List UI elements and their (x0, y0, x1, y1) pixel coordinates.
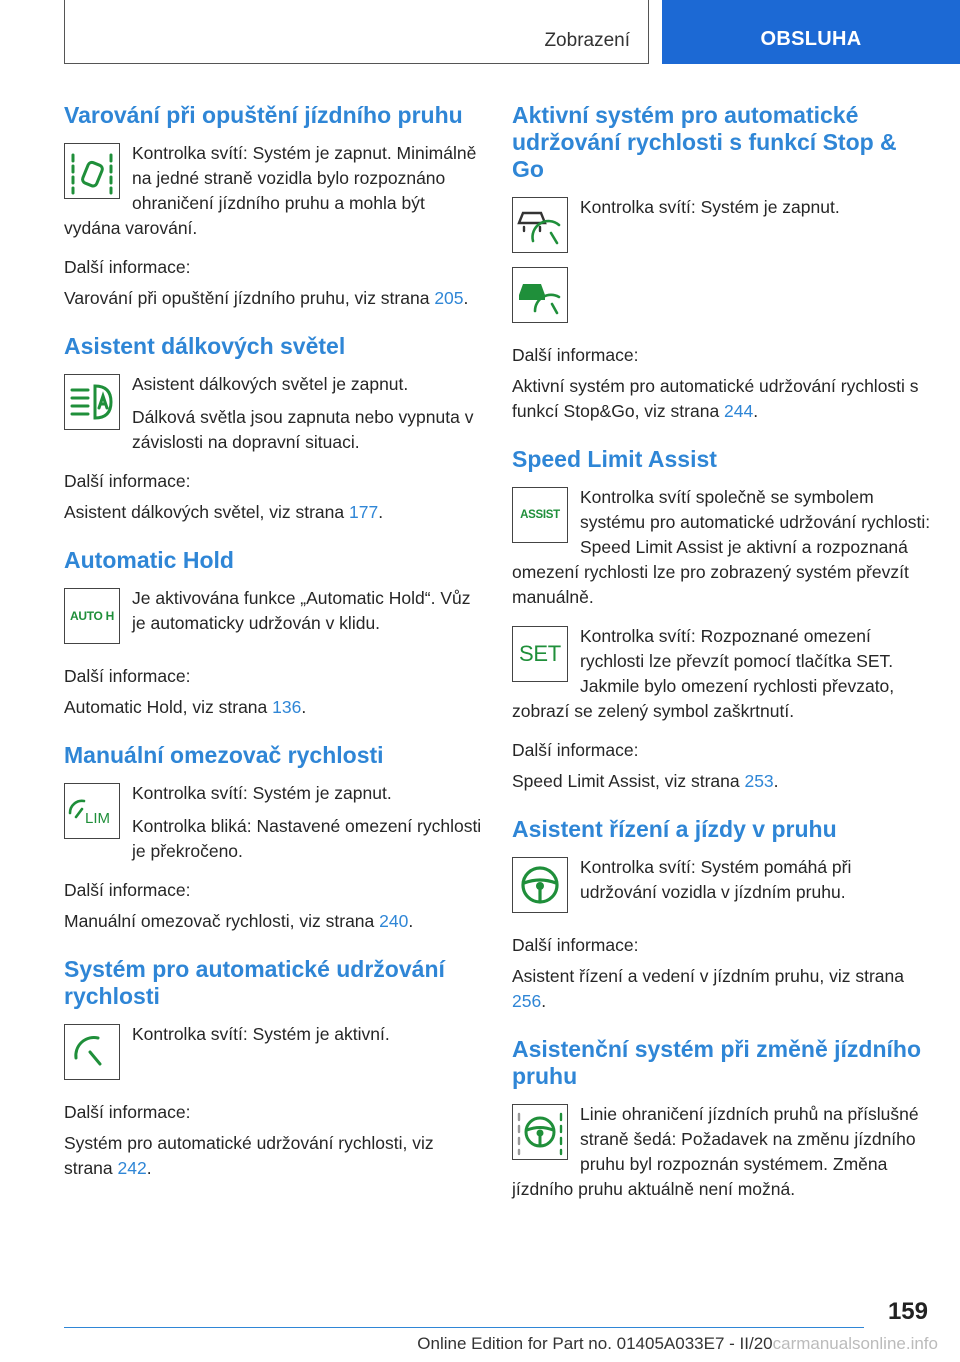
more-info-label: Další informace: (64, 880, 191, 900)
lane-departure-icon (64, 143, 120, 199)
indicator-text: Asistent dálkových světel je zapnut. (132, 374, 409, 394)
reference: Manuální omezovač rychlosti, viz strana 240. (64, 911, 414, 931)
more-info-label: Další informace: (64, 666, 191, 686)
page-link[interactable]: 242 (117, 1158, 147, 1178)
reference: Aktivní systém pro automatické udržování rychlosti s funkcí Stop&Go, viz strana 244. (512, 376, 919, 421)
indicator-entry (64, 586, 484, 650)
section-speed-limit-assist (512, 446, 932, 794)
section-title: Aktivní systém pro automatické udržování rychlosti s funkcí Stop & Go (512, 102, 897, 182)
reference: Asistent řízení a vedení v jízdním pruhu, viz strana 256. (512, 966, 904, 1011)
high-beam-assistant-icon (64, 374, 120, 430)
indicator-text: Linie ohraničení jízdních pruhů na příslušné straně šedá: Požadavek na změnu jízdního pruhu byl rozpoznán systémem. Změna jízdního pruhu aktuálně není možná. (512, 1104, 919, 1199)
indicator-entry (64, 372, 484, 455)
indicator-text: Kontrolka svítí: Systém je zapnut. (132, 783, 392, 803)
more-info-label: Další informace: (512, 345, 639, 365)
section-cruise-control (64, 956, 484, 1181)
indicator-entry (512, 485, 932, 610)
header-chapter-label: OBSLUHA (760, 28, 862, 50)
indicator-text: Kontrolka svítí společně se symbolem systému pro automatické udržování rychlosti: Speed Limit Assist je aktivní a rozpoznaná omezení rychlosti lze pro zobrazený systém převzít manuálně. (512, 487, 931, 607)
indicator-text: Kontrolka svítí: Systém je zapnut. (580, 197, 840, 217)
indicator-entry (512, 1102, 932, 1202)
indicator-text-2: Dálková světla jsou zapnuta nebo vypnuta v závislosti na dopravní situaci. (132, 407, 474, 452)
indicator-text: Kontrolka svítí: Systém je aktivní. (132, 1024, 390, 1044)
indicator-text: Je aktivována funkce „Automatic Hold“. Vůz je automaticky udržován v klidu. (132, 588, 471, 633)
section-title: Manuální omezovač rychlosti (64, 742, 384, 768)
section-title: Automatic Hold (64, 547, 234, 573)
more-info-label: Další informace: (64, 471, 191, 491)
indicator-entry (64, 1022, 484, 1086)
reference: Speed Limit Assist, viz strana 253. (512, 771, 779, 791)
indicator-entry (512, 855, 932, 919)
indicator-entry (512, 195, 932, 259)
section-lane-departure (64, 102, 484, 311)
page-link[interactable]: 177 (348, 502, 379, 522)
section-high-beam-assistant (64, 333, 484, 525)
page-link[interactable]: 205 (434, 288, 464, 308)
reference: Asistent dálkových světel, viz strana 177. (64, 502, 384, 522)
footer-text (417, 1334, 938, 1354)
steering-assistant-icon (512, 857, 568, 913)
indicator-entry (512, 265, 932, 329)
page-link[interactable]: 244 (724, 401, 754, 421)
indicator-entry (512, 624, 932, 724)
section-speed-limiter (64, 742, 484, 934)
page-link[interactable]: 240 (379, 911, 409, 931)
page-link[interactable]: 253 (744, 771, 774, 791)
page-link[interactable]: 136 (272, 697, 302, 717)
footer-divider (64, 1327, 864, 1328)
page-link[interactable]: 256 (512, 991, 542, 1011)
lane-change-assistant-icon (512, 1104, 568, 1160)
more-info-label: Další informace: (512, 740, 639, 760)
acc-vehicle-detected-icon (512, 267, 568, 323)
indicator-text: Kontrolka svítí: Rozpoznané omezení rychlosti lze převzít pomocí tlačítka SET. Jakmile bylo omezení rychlosti převzato, zobrazí se zelený symbol zaškrtnutí. (512, 626, 895, 721)
section-title: Speed Limit Assist (512, 446, 717, 472)
section-title: Systém pro automatické udržování rychlosti (64, 956, 445, 1009)
section-title: Asistent řízení a jízdy v pruhu (512, 816, 837, 842)
section-title: Varování při opuštění jízdního pruhu (64, 102, 463, 128)
right-column (512, 102, 932, 1224)
speed-limiter-icon-label: LIM (85, 810, 111, 827)
header-section-title: Zobrazení (544, 30, 630, 51)
section-steering-assistant (512, 816, 932, 1014)
more-info-label: Další informace: (64, 257, 191, 277)
indicator-text: Kontrolka svítí: Systém pomáhá při udržování vozidla v jízdním pruhu. (580, 857, 852, 902)
page-number: 159 (887, 1298, 928, 1325)
footer-brand: carmanualsonline.info (772, 1334, 938, 1353)
indicator-entry (64, 781, 484, 864)
speed-limiter-icon (64, 783, 120, 839)
indicator-text-2: Kontrolka bliká: Nastavené omezení rychlosti je překročeno. (132, 816, 482, 861)
cruise-control-icon (64, 1024, 120, 1080)
more-info-label: Další informace: (512, 935, 639, 955)
footer-edition: Online Edition for Part no. 01405A033E7 - II/20 (417, 1334, 773, 1353)
section-acc-stop-go (512, 102, 932, 424)
reference: Varování při opuštění jízdního pruhu, viz strana 205. (64, 288, 469, 308)
auto-hold-icon (64, 588, 120, 644)
section-title: Asistent dálkových světel (64, 333, 346, 359)
indicator-entry (64, 141, 484, 241)
reference: Automatic Hold, viz strana 136. (64, 697, 307, 717)
acc-icon (512, 197, 568, 253)
set-icon-label: SET (519, 641, 561, 666)
section-lane-change-assistant (512, 1036, 932, 1202)
section-title: Asistenční systém při změně jízdního pruhu (512, 1036, 921, 1089)
header-chapter-tab[interactable] (662, 0, 960, 64)
set-icon (512, 626, 568, 682)
left-column (64, 102, 484, 1203)
section-automatic-hold (64, 547, 484, 720)
header-section-box (64, 0, 649, 64)
more-info-label: Další informace: (64, 1102, 191, 1122)
reference: Systém pro automatické udržování rychlosti, viz strana 242. (64, 1133, 434, 1178)
indicator-text: Kontrolka svítí: Systém je zapnut. Minimálně na jedné straně vozidla bylo rozpoznáno ohraničení jízdního pruhu a mohla být vydána varování. (64, 143, 477, 238)
assist-icon (512, 487, 568, 543)
assist-icon-label: ASSIST (520, 509, 560, 521)
auto-hold-icon-label: AUTO H (70, 609, 114, 623)
